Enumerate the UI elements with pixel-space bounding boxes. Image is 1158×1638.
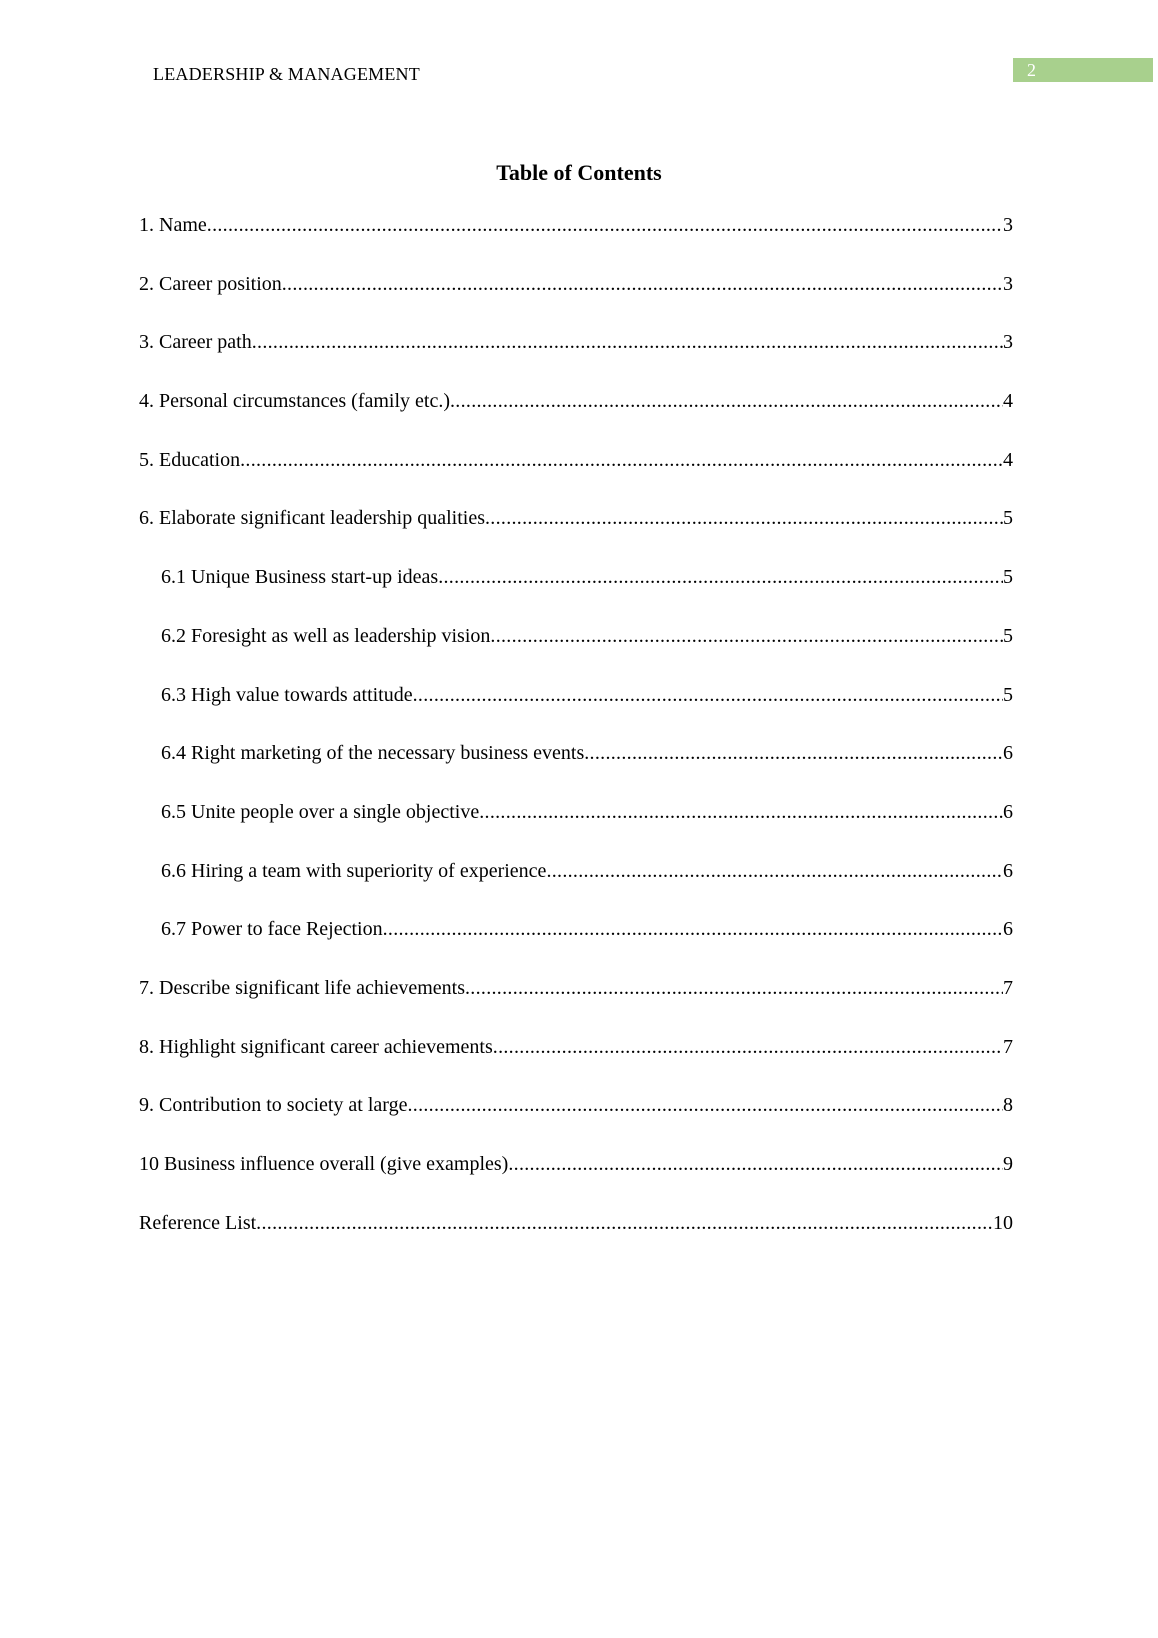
toc-entry[interactable] [139,507,1013,566]
toc-dot-leader [282,273,1003,296]
toc-entry-page: 6 [1003,918,1013,941]
toc-dot-leader [256,1212,993,1235]
toc-entry-page: 9 [1003,1153,1013,1175]
toc-entry-page: 7 [1003,976,1013,999]
toc-entry-label: 2. Career position [139,272,282,295]
toc-entry-label: 6.5 Unite people over a single objective [161,800,480,823]
toc-entry-page: 5 [1003,566,1013,589]
toc-entry-label: 8. Highlight significant career achievements [139,1035,493,1058]
toc-entry-label: 10 Business influence overall (give examples) [139,1153,509,1175]
toc-dot-leader [413,684,1003,707]
toc-dot-leader [490,625,1003,648]
toc-entry-page: 6 [1003,742,1013,765]
toc-entry-label: 6.1 Unique Business start-up ideas [161,566,439,589]
toc-dot-leader [584,742,1003,765]
toc-entry-page: 8 [1003,1094,1013,1117]
toc-entry-label: 9. Contribution to society at large [139,1094,408,1117]
toc-entry-label: 6.3 High value towards attitude [161,683,413,706]
toc-entry[interactable] [139,390,1013,449]
table-of-contents [139,214,1013,1270]
toc-entry-label: Reference List [139,1211,257,1234]
toc-dot-leader [438,566,1003,589]
toc-dot-leader [407,1094,1003,1117]
toc-title: Table of Contents [496,160,662,185]
toc-dot-leader [252,331,1003,354]
toc-dot-leader [383,918,1003,941]
toc-subentry[interactable] [139,684,1013,743]
toc-entry-page: 5 [1003,683,1013,706]
toc-entry-label: 6. Elaborate significant leadership qualities [139,507,485,530]
toc-entry-page: 5 [1003,624,1013,647]
toc-entry[interactable] [139,1153,1013,1212]
toc-entry-label: 3. Career path [139,331,252,354]
toc-entry-label: 1. Name [139,214,207,236]
running-head: LEADERSHIP & MANAGEMENT [153,64,420,84]
toc-subentry[interactable] [139,742,1013,801]
toc-entry[interactable] [139,331,1013,390]
toc-subentry[interactable] [139,918,1013,977]
toc-entry[interactable] [139,977,1013,1036]
toc-subentry[interactable] [139,801,1013,860]
toc-entry-page: 7 [1003,1035,1013,1058]
toc-entry[interactable] [139,1212,1013,1271]
toc-dot-leader [479,801,1003,824]
toc-entry[interactable] [139,273,1013,332]
toc-subentry[interactable] [139,566,1013,625]
toc-dot-leader [508,1153,1003,1176]
toc-dot-leader [207,214,1003,237]
toc-entry-label: 4. Personal circumstances (family etc.) [139,390,450,413]
toc-entry-page: 5 [1003,507,1013,530]
toc-entry-page: 3 [1003,331,1013,354]
toc-entry[interactable] [139,214,1013,273]
toc-subentry[interactable] [139,860,1013,919]
toc-dot-leader [485,507,1003,530]
toc-entry-page: 6 [1003,859,1013,882]
toc-entry[interactable] [139,1094,1013,1153]
toc-entry-page: 10 [993,1211,1013,1234]
page-number: 2 [1027,60,1036,80]
toc-entry-page: 4 [1003,448,1013,471]
toc-dot-leader [450,390,1003,413]
toc-entry-label: 6.6 Hiring a team with superiority of experience [161,859,547,882]
toc-entry-page: 6 [1003,800,1013,823]
toc-entry-label: 7. Describe significant life achievements [139,976,465,999]
page-number-badge [1013,58,1153,82]
toc-entry-label: 6.7 Power to face Rejection [161,918,383,941]
toc-entry[interactable] [139,1036,1013,1095]
toc-entry-label: 5. Education [139,448,241,471]
toc-entry-page: 3 [1003,214,1013,236]
toc-entry-page: 3 [1003,272,1013,295]
toc-entry-page: 4 [1003,390,1013,413]
toc-entry[interactable] [139,449,1013,508]
toc-dot-leader [493,1036,1003,1059]
toc-dot-leader [546,860,1003,883]
toc-entry-label: 6.4 Right marketing of the necessary business events [161,742,585,765]
toc-entry-label: 6.2 Foresight as well as leadership vision [161,624,491,647]
toc-dot-leader [240,449,1003,472]
toc-subentry[interactable] [139,625,1013,684]
toc-dot-leader [465,977,1003,1000]
